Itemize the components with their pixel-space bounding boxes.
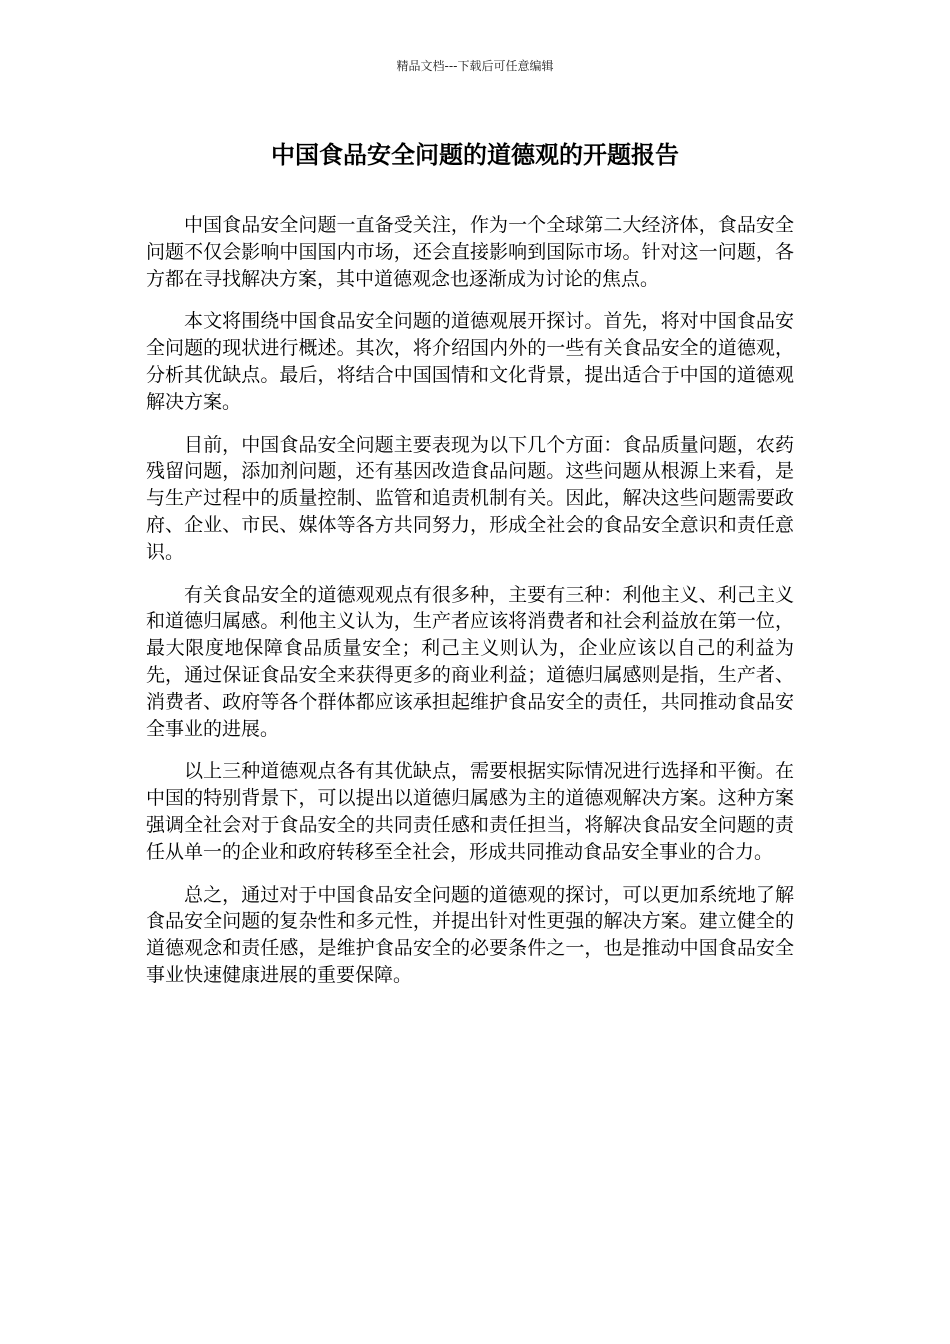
paragraph-1: 中国食品安全问题一直备受关注，作为一个全球第二大经济体，食品安全问题不仅会影响中国国内市场，还会直接影响到国际市场。针对这一问题，各方都在寻找解决方案，其中道德观念也逐渐成为讨论的焦点。 (146, 214, 794, 290)
paragraph-6: 总之，通过对于中国食品安全问题的道德观的探讨，可以更加系统地了解食品安全问题的复杂性和多元性，并提出针对性更强的解决方案。建立健全的道德观念和责任感，是维护食品安全的必要条件之一，也是推动中国食品安全事业快速健康进展的重要保障。 (146, 883, 794, 986)
paragraph-4: 有关食品安全的道德观观点有很多种，主要有三种：利他主义、利己主义和道德归属感。利他主义认为，生产者应该将消费者和社会利益放在第一位，最大限度地保障食品质量安全；利己主义则认为，企业应该以自己的利益为先，通过保证食品安全来获得更多的商业利益；道德归属感则是指，生产者、消费者、政府等各个群体都应该承担起维护食品安全的责任，共同推动食品安全事业的进展。 (146, 583, 794, 740)
document-title: 中国食品安全问题的道德观的开题报告 (271, 141, 679, 169)
paragraph-5: 以上三种道德观点各有其优缺点，需要根据实际情况进行选择和平衡。在中国的特别背景下，可以提出以道德归属感为主的道德观解决方案。这种方案强调全社会对于食品安全的共同责任感和责任担当，将解决食品安全问题的责任从单一的企业和政府转移至全社会，形成共同推动食品安全事业的合力。 (146, 760, 794, 863)
page-header: 精品文档---下载后可任意编辑 (396, 59, 554, 73)
document-body (146, 212, 794, 1005)
paragraph-2: 本文将围绕中国食品安全问题的道德观展开探讨。首先，将对中国食品安全问题的现状进行概述。其次，将介绍国内外的一些有关食品安全的道德观，分析其优缺点。最后，将结合中国国情和文化背景，提出适合于中国的道德观解决方案。 (146, 310, 794, 413)
paragraph-3: 目前，中国食品安全问题主要表现为以下几个方面：食品质量问题，农药残留问题，添加剂问题，还有基因改造食品问题。这些问题从根源上来看，是与生产过程中的质量控制、监管和追责机制有关。因此，解决这些问题需要政府、企业、市民、媒体等各方共同努力，形成全社会的食品安全意识和责任意识。 (146, 433, 794, 563)
